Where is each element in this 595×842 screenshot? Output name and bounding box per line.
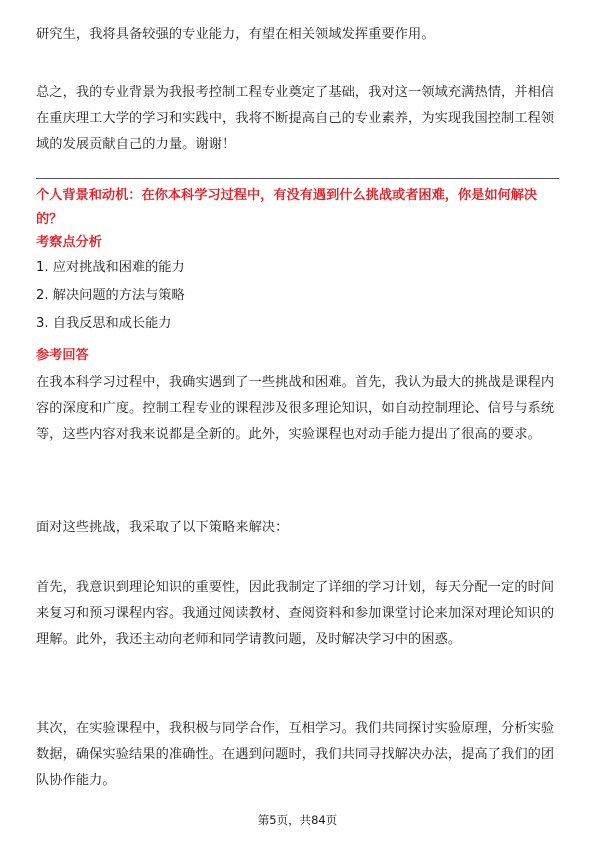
answer-heading: 参考回答 [36, 348, 89, 363]
analysis-item: 1. 应对挑战和困难的能力 [36, 260, 185, 275]
paragraph-intro-end: 研究生，我将具备较强的专业能力，有望在相关领域发挥重要作用。 [36, 27, 435, 42]
document-page [36, 0, 559, 842]
answer-paragraph: 面对这些挑战，我采取了以下策略来解决： [36, 520, 289, 535]
answer-paragraph: 首先，我意识到理论知识的重要性，因此我制定了详细的学习计划，每天分配一定的时间来复习和预习课程内容。我通过阅读教材、查阅资料和参加课堂讨论来加深对理论知识的理解。此外，我还主动向老师和同学请教问题，及时解决学习中的困惑。 [36, 580, 555, 647]
question-heading: 个人背景和动机：在你本科学习过程中，有没有遇到什么挑战或者困难，你是如何解决的？ [36, 188, 538, 227]
analysis-item: 2. 解决问题的方法与策略 [36, 288, 185, 303]
analysis-item: 3. 自我反思和成长能力 [36, 316, 172, 331]
answer-paragraph: 在我本科学习过程中，我确实遇到了一些挑战和困难。首先，我认为最大的挑战是课程内容的深度和广度。控制工程专业的课程涉及很多理论知识，如自动控制理论、信号与系统等，这些内容对我来说都是全新的。此外，实验课程也对动手能力提出了很高的要求。 [36, 375, 555, 442]
answer-paragraph: 其次，在实验课程中，我积极与同学合作，互相学习。我们共同探讨实验原理，分析实验数据，确保实验结果的准确性。在遇到问题时，我们共同寻找解决办法，提高了我们的团队协作能力。 [36, 721, 555, 788]
analysis-heading: 考察点分析 [36, 235, 102, 250]
section-divider [36, 178, 559, 179]
paragraph-conclusion: 总之，我的专业背景为我报考控制工程专业奠定了基础，我对这一领域充满热情，并相信在重庆理工大学的学习和实践中，我将不断提高自己的专业素养，为实现我国控制工程领域的发展贡献自己的力量。谢谢！ [36, 85, 555, 152]
page-number-footer: 第5页，共84页 [257, 813, 338, 827]
